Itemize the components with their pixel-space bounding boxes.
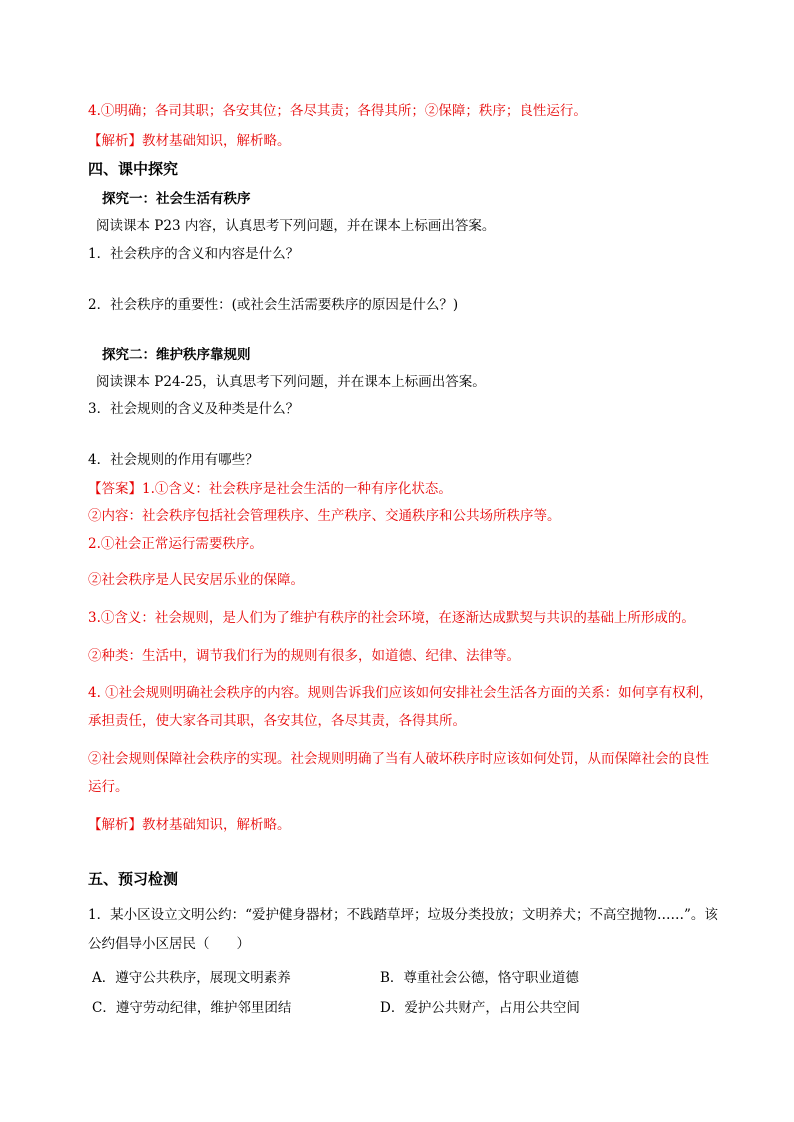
question-2: 2．社会秩序的重要性：(或社会生活需要秩序的原因是什么？) — [88, 297, 459, 313]
answer-line-9: 承担责任，使大家各司其职，各安其位，各尽其责，各得其所。 — [88, 713, 466, 729]
section-heading-4: 四、课中探究 — [88, 160, 179, 178]
reading-instruction-2: 阅读课本 P24-25，认真思考下列问题，并在课本上标画出答案。 — [96, 374, 486, 390]
reading-instruction-1: 阅读课本 P23 内容，认真思考下列问题，并在课本上标画出答案。 — [96, 218, 496, 234]
answer-line-5: ②社会秩序是人民安居乐业的保障。 — [88, 572, 304, 588]
answer-line-8: 4. ①社会规则明确社会秩序的内容。规则告诉我们应该如何安排社会生活各方面的关系：如何享有权利， — [88, 685, 713, 701]
option-b: B．尊重社会公德，恪守职业道德 — [380, 970, 579, 986]
problem-1-line-2: 公约倡导小区居民（ ） — [88, 936, 250, 952]
answer-tag: 【答案】 — [88, 481, 142, 497]
answer-line-10: ②社会规则保障社会秩序的实现。社会规则明确了当有人破坏秩序时应该如何处罚，从而保障社会的良性 — [88, 751, 709, 767]
analysis-line — [88, 132, 291, 150]
question-1: 1．社会秩序的含义和内容是什么？ — [88, 246, 300, 262]
answer-line-2: ②内容：社会秩序包括社会管理秩序、生产秩序、交通秩序和公共场所秩序等。 — [88, 508, 561, 524]
question-3: 3．社会规则的含义及种类是什么？ — [88, 401, 300, 417]
answer-line-1 — [88, 480, 452, 498]
option-d: D．爱护公共财产，占用公共空间 — [380, 1000, 580, 1016]
answer-line-6: 3.①含义：社会规则，是人们为了维护有秩序的社会环境，在逐渐达成默契与共识的基础上所形成的。 — [88, 610, 695, 626]
answer-line-7: ②种类：生活中，调节我们行为的规则有很多，如道德、纪律、法律等。 — [88, 648, 520, 664]
question-4: 4．社会规则的作用有哪些？ — [88, 452, 259, 468]
option-c: C．遵守劳动纪律，维护邻里团结 — [92, 1000, 292, 1016]
answer-line-11: 运行。 — [88, 779, 129, 795]
answer-line-3: 2.①社会正常运行需要秩序。 — [88, 536, 263, 552]
analysis-tag: 【解析】 — [88, 133, 142, 149]
problem-1-line-1: 1．某小区设立文明公约：“爱护健身器材；不践踏草坪；垃圾分类投放；文明养犬；不高空抛物……”。该 — [88, 907, 718, 923]
analysis-tag-2: 【解析】 — [88, 817, 142, 833]
option-a: A．遵守公共秩序，展现文明素养 — [92, 970, 291, 986]
explore-1-heading: 探究一：社会生活有秩序 — [102, 191, 251, 207]
analysis-line-2 — [88, 816, 291, 834]
analysis-text-2: 教材基础知识，解析略。 — [142, 817, 291, 833]
section-heading-5: 五、预习检测 — [88, 870, 179, 888]
explore-2-heading: 探究二：维护秩序靠规则 — [102, 347, 251, 363]
answer-text-1: 1.①含义：社会秩序是社会生活的一种有序化状态。 — [142, 481, 452, 497]
answer-line-4: 4.①明确；各司其职；各安其位；各尽其责；各得其所；②保障；秩序；良性运行。 — [88, 103, 587, 119]
analysis-text: 教材基础知识，解析略。 — [142, 133, 291, 149]
